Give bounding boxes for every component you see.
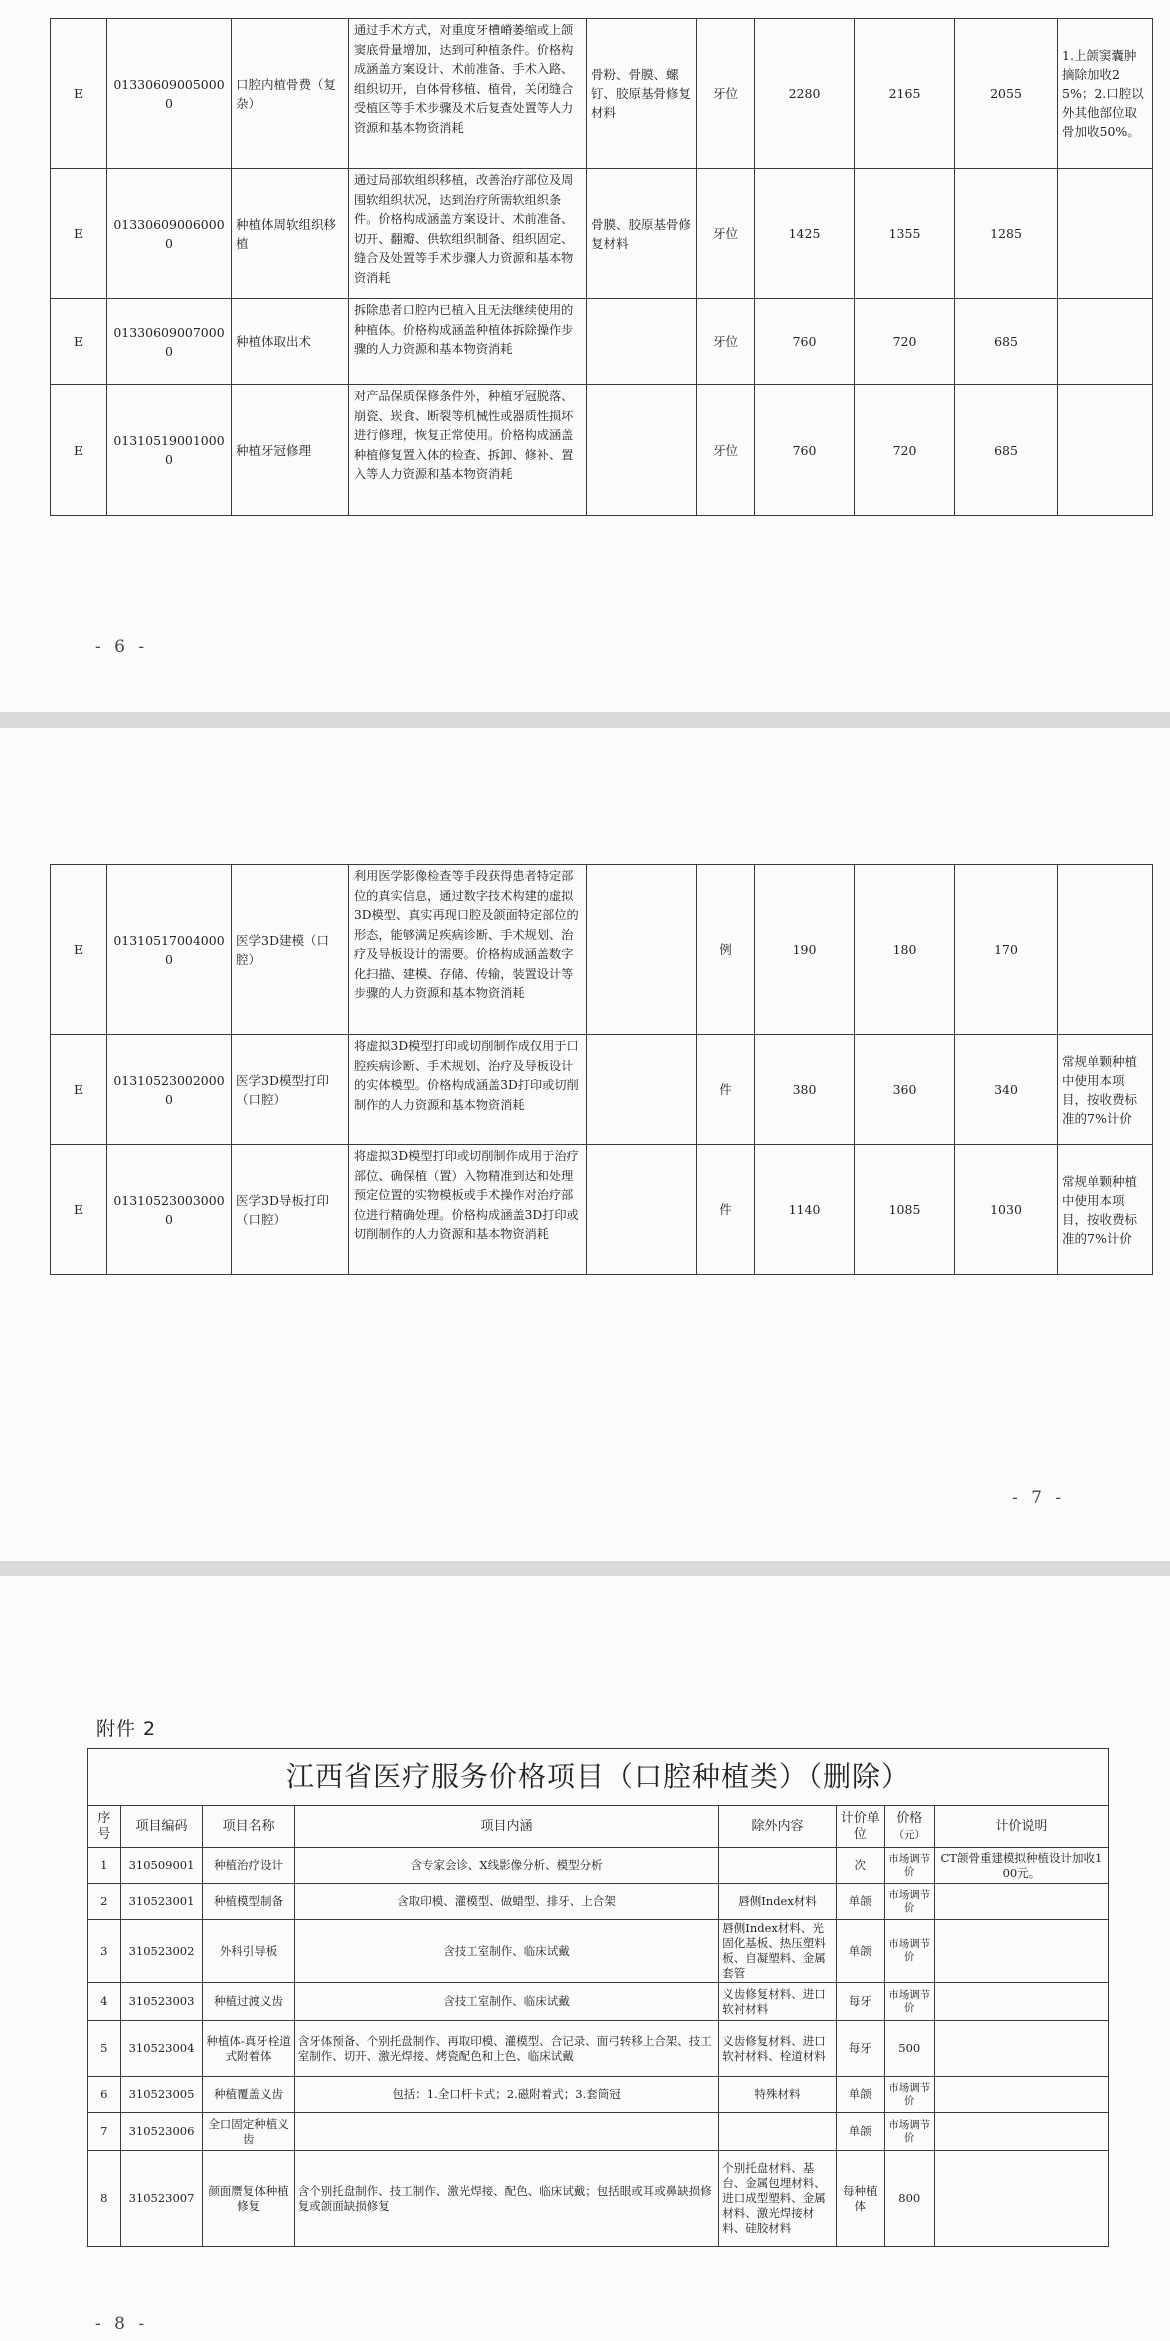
code-cell: 310523006 — [120, 2113, 203, 2151]
note-cell — [934, 2021, 1108, 2077]
header-excl: 除外内容 — [719, 1806, 837, 1848]
seq-cell: 6 — [88, 2077, 121, 2113]
note-cell — [1058, 865, 1153, 1035]
note-cell — [934, 2113, 1108, 2151]
table-row — [88, 1920, 1109, 1983]
price-table-page6 — [50, 18, 1153, 516]
excl-cell — [587, 1035, 697, 1145]
seq-cell: 1 — [88, 1848, 121, 1884]
note-cell: CT颌骨重建模拟种植设计加收100元。 — [934, 1848, 1108, 1884]
content-cell — [294, 2113, 719, 2151]
header-unit: 计价单位 — [836, 1806, 884, 1848]
name-cell: 种植体-真牙栓道式附着体 — [203, 2021, 294, 2077]
code-cell: 310523003 — [120, 1983, 203, 2021]
code-cell: 310523007 — [120, 2151, 203, 2247]
note-cell — [1058, 385, 1153, 516]
name-cell: 颜面赝复体种植修复 — [203, 2151, 294, 2247]
name-cell: 全口固定种植义齿 — [203, 2113, 294, 2151]
name-cell: 医学3D建模（口腔） — [232, 865, 349, 1035]
unit-cell: 牙位 — [697, 169, 755, 299]
excl-cell: 义齿修复材料、进口软衬材料、栓道材料 — [719, 2021, 837, 2077]
excl-cell: 义齿修复材料、进口软衬材料 — [719, 1983, 837, 2021]
desc-cell: 将虚拟3D模型打印或切削制作成仅用于口腔疾病诊断、手术规划、治疗及导板设计的实体模型。价格构成涵盖3D打印或切削制作的人力资源和基本物资消耗 — [349, 1035, 587, 1145]
price3-cell: 170 — [955, 865, 1058, 1035]
code-cell: 310523002 — [120, 1920, 203, 1983]
note-cell: 常规单颗种植中使用本项目，按收费标准的7%计价 — [1058, 1145, 1153, 1275]
content-cell: 含专家会诊、X线影像分析、模型分析 — [294, 1848, 719, 1884]
code-cell: 013105170040000 — [107, 865, 232, 1035]
price2-cell: 180 — [855, 865, 955, 1035]
header-seq: 序号 — [88, 1806, 121, 1848]
category-cell: E — [51, 865, 107, 1035]
table-row — [88, 2113, 1109, 2151]
note-cell — [1058, 299, 1153, 385]
header-code: 项目编码 — [120, 1806, 203, 1848]
unit-cell: 件 — [697, 1145, 755, 1275]
price1-cell: 380 — [755, 1035, 855, 1145]
page-7 — [0, 728, 1170, 1561]
price-cell: 市场调节价 — [884, 1884, 934, 1920]
unit-cell: 件 — [697, 1035, 755, 1145]
note-cell — [934, 1884, 1108, 1920]
name-cell: 种植覆盖义齿 — [203, 2077, 294, 2113]
note-cell — [934, 2151, 1108, 2247]
name-cell: 种植模型制备 — [203, 1884, 294, 1920]
name-cell: 医学3D导板打印（口腔） — [232, 1145, 349, 1275]
code-cell: 013306090060000 — [107, 169, 232, 299]
name-cell: 种植牙冠修理 — [232, 385, 349, 516]
unit-cell: 次 — [836, 1848, 884, 1884]
excl-cell: 个别托盘材料、基台、金属包埋材料、进口成型塑料、金属材料、激光焊接材料、硅胶材料 — [719, 2151, 837, 2247]
excl-cell — [719, 1848, 837, 1884]
desc-cell: 利用医学影像检查等手段获得患者特定部位的真实信息，通过数字技术构建的虚拟3D模型、真实再现口腔及颌面特定部位的形态，能够满足疾病诊断、手术规划、治疗及导板设计的需要。价格构成涵盖数字化扫描、建模、存储、传输，装置设计等步骤的人力资源和基本物资消耗 — [349, 865, 587, 1035]
price-cell: 800 — [884, 2151, 934, 2247]
content-cell: 包括：1.全口杆卡式；2.磁附着式；3.套筒冠 — [294, 2077, 719, 2113]
page-number: - 6 - — [95, 637, 149, 657]
price1-cell: 1425 — [755, 169, 855, 299]
table-title: 江西省医疗服务价格项目（口腔种植类）（删除） — [88, 1749, 1109, 1806]
content-cell: 含个别托盘制作、技工制作、激光焊接、配色、临床试戴；包括眼或耳或鼻缺损修复或颌面缺损修复 — [294, 2151, 719, 2247]
excl-cell: 唇侧Index材料、光固化基板、热压塑料板、自凝塑料、金属套管 — [719, 1920, 837, 1983]
header-price — [884, 1806, 934, 1848]
content-cell: 含技工室制作、临床试戴 — [294, 1920, 719, 1983]
seq-cell: 2 — [88, 1884, 121, 1920]
excl-cell — [587, 385, 697, 516]
table-row — [51, 385, 1153, 516]
unit-cell: 牙位 — [697, 385, 755, 516]
name-cell: 种植过渡义齿 — [203, 1983, 294, 2021]
price2-cell: 720 — [855, 385, 955, 516]
name-cell: 口腔内植骨费（复杂） — [232, 19, 349, 169]
price2-cell: 360 — [855, 1035, 955, 1145]
category-cell: E — [51, 299, 107, 385]
seq-cell: 5 — [88, 2021, 121, 2077]
excl-cell — [719, 2113, 837, 2151]
excl-cell: 特殊材料 — [719, 2077, 837, 2113]
table-row — [88, 2151, 1109, 2247]
desc-cell: 通过局部软组织移植，改善治疗部位及周围软组织状况，达到治疗所需软组织条件。价格构成涵盖方案设计、术前准备、切开、翻瓣、供软组织制备、组织固定、缝合及处置等手术步骤人力资源和基本物资消耗 — [349, 169, 587, 299]
table-row — [51, 1145, 1153, 1275]
code-cell: 310523001 — [120, 1884, 203, 1920]
unit-cell: 每牙 — [836, 2021, 884, 2077]
price3-cell: 685 — [955, 299, 1058, 385]
table-row — [88, 2077, 1109, 2113]
desc-cell: 拆除患者口腔内已植入且无法继续使用的种植体。价格构成涵盖种植体拆除操作步骤的人力资源和基本物资消耗 — [349, 299, 587, 385]
price-cell: 500 — [884, 2021, 934, 2077]
header-name: 项目名称 — [203, 1806, 294, 1848]
seq-cell: 8 — [88, 2151, 121, 2247]
excl-cell — [587, 1145, 697, 1275]
header-row — [88, 1806, 1109, 1848]
excl-cell: 骨膜、胶原基骨修复材料 — [587, 169, 697, 299]
seq-cell: 4 — [88, 1983, 121, 2021]
table-row — [88, 1983, 1109, 2021]
unit-cell: 单颌 — [836, 2077, 884, 2113]
unit-cell: 单颌 — [836, 1920, 884, 1983]
page-8 — [0, 1576, 1170, 2341]
table-row — [51, 19, 1153, 169]
note-cell — [1058, 169, 1153, 299]
name-cell: 医学3D模型打印（口腔） — [232, 1035, 349, 1145]
seq-cell: 7 — [88, 2113, 121, 2151]
table-row — [51, 169, 1153, 299]
table-row — [88, 1848, 1109, 1884]
price-cell: 市场调节价 — [884, 1920, 934, 1983]
price2-cell: 720 — [855, 299, 955, 385]
price3-cell: 1285 — [955, 169, 1058, 299]
table-row — [88, 1884, 1109, 1920]
deleted-items-table — [87, 1748, 1109, 2247]
header-price-unit: （元） — [893, 1828, 925, 1841]
excl-cell: 唇侧Index材料 — [719, 1884, 837, 1920]
header-content: 项目内涵 — [294, 1806, 719, 1848]
price-cell: 市场调节价 — [884, 2077, 934, 2113]
table-row — [51, 865, 1153, 1035]
category-cell: E — [51, 169, 107, 299]
code-cell: 013306090070000 — [107, 299, 232, 385]
excl-cell — [587, 299, 697, 385]
unit-cell: 单颌 — [836, 1884, 884, 1920]
unit-cell: 每种植体 — [836, 2151, 884, 2247]
content-cell: 含取印模、灌模型、做蜡型、排牙、上合架 — [294, 1884, 719, 1920]
name-cell: 种植治疗设计 — [203, 1848, 294, 1884]
price3-cell: 340 — [955, 1035, 1058, 1145]
code-cell: 013105230030000 — [107, 1145, 232, 1275]
note-cell — [934, 2077, 1108, 2113]
note-cell: 1.上颌窦囊肿摘除加收25%；2.口腔以外其他部位取骨加收50%。 — [1058, 19, 1153, 169]
price-table-page7 — [50, 864, 1153, 1275]
unit-cell: 单颌 — [836, 2113, 884, 2151]
category-cell: E — [51, 1035, 107, 1145]
table-row — [88, 2021, 1109, 2077]
price1-cell: 190 — [755, 865, 855, 1035]
category-cell: E — [51, 19, 107, 169]
price3-cell: 685 — [955, 385, 1058, 516]
unit-cell: 牙位 — [697, 299, 755, 385]
note-cell — [934, 1920, 1108, 1983]
price2-cell: 1355 — [855, 169, 955, 299]
excl-cell — [587, 865, 697, 1035]
code-cell: 310509001 — [120, 1848, 203, 1884]
price1-cell: 760 — [755, 385, 855, 516]
price3-cell: 2055 — [955, 19, 1058, 169]
code-cell: 013306090050000 — [107, 19, 232, 169]
price1-cell: 2280 — [755, 19, 855, 169]
header-note: 计价说明 — [934, 1806, 1108, 1848]
code-cell: 310523005 — [120, 2077, 203, 2113]
note-cell: 常规单颗种植中使用本项目，按收费标准的7%计价 — [1058, 1035, 1153, 1145]
price1-cell: 760 — [755, 299, 855, 385]
code-cell: 013105230020000 — [107, 1035, 232, 1145]
name-cell: 外科引导板 — [203, 1920, 294, 1983]
unit-cell: 每牙 — [836, 1983, 884, 2021]
content-cell: 含技工室制作、临床试戴 — [294, 1983, 719, 2021]
price-cell: 市场调节价 — [884, 1983, 934, 2021]
excl-cell: 骨粉、骨膜、螺钉、胶原基骨修复材料 — [587, 19, 697, 169]
category-cell: E — [51, 1145, 107, 1275]
content-cell: 含牙体预备、个别托盘制作、再取印模、灌模型、合记录、面弓转移上合架、技工室制作、切开、激光焊接、烤瓷配色和上色、临床试戴 — [294, 2021, 719, 2077]
price3-cell: 1030 — [955, 1145, 1058, 1275]
seq-cell: 3 — [88, 1920, 121, 1983]
table-row — [51, 299, 1153, 385]
price-cell: 市场调节价 — [884, 2113, 934, 2151]
unit-cell: 例 — [697, 865, 755, 1035]
price1-cell: 1140 — [755, 1145, 855, 1275]
desc-cell: 对产品保质保修条件外，种植牙冠脱落、崩瓷、崁食、断裂等机械性或器质性损坏进行修理，恢复正常使用。价格构成涵盖种植修复置入体的检查、拆卸、修补、置入等人力资源和基本物资消耗 — [349, 385, 587, 516]
header-price-label: 价格 — [896, 1810, 923, 1826]
desc-cell: 将虚拟3D模型打印或切削制作成用于治疗部位、确保植（置）入物精准到达和处理预定位置的实物模板或手术操作对治疗部位进行精确处理。价格构成涵盖3D打印或切削制作的人力资源和基本物资消耗 — [349, 1145, 587, 1275]
page-6 — [0, 0, 1170, 712]
note-cell — [934, 1983, 1108, 2021]
name-cell: 种植体取出术 — [232, 299, 349, 385]
page-number: - 7 - — [1012, 1488, 1066, 1508]
desc-cell: 通过手术方式，对重度牙槽嵴萎缩或上颌窦底骨量增加，达到可种植条件。价格构成涵盖方案设计、术前准备、手术入路、组织切开，自体骨移植、植骨，关闭缝合受植区等手术步骤及术后复查处置等人力资源和基本物资消耗 — [349, 19, 587, 169]
code-cell: 013105190010000 — [107, 385, 232, 516]
price2-cell: 1085 — [855, 1145, 955, 1275]
price2-cell: 2165 — [855, 19, 955, 169]
table-row — [51, 1035, 1153, 1145]
annex-label: 附件 2 — [96, 1718, 157, 1740]
price-cell: 市场调节价 — [884, 1848, 934, 1884]
category-cell: E — [51, 385, 107, 516]
code-cell: 310523004 — [120, 2021, 203, 2077]
name-cell: 种植体周软组织移植 — [232, 169, 349, 299]
unit-cell: 牙位 — [697, 19, 755, 169]
page-number: - 8 - — [95, 2314, 149, 2334]
